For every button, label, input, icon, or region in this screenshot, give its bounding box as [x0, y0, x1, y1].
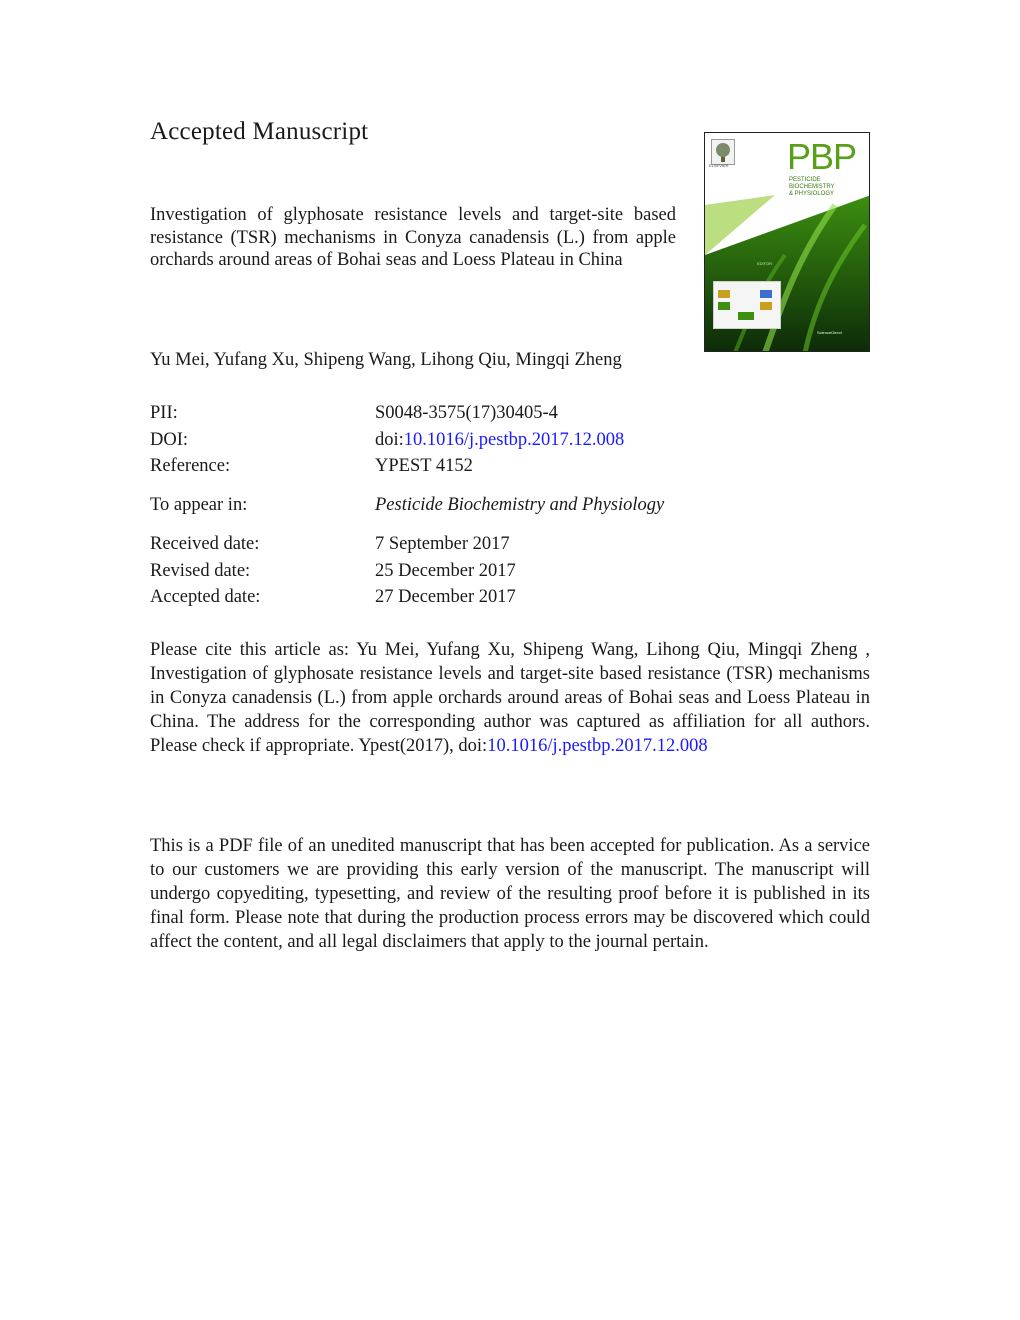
reference-label: Reference: — [150, 456, 231, 476]
citation-text: Please cite this article as: Yu Mei, Yufang Xu, Shipeng Wang, Lihong Qiu, Mingqi Zheng , Investigation of glyphosate resistance levels and target-site based resistance (TSR) mechanisms in Conyza canadensis (L.) from apple orchards around areas of Bohai seas and Loess Plateau in China. The address for the corresponding author was captured as affiliation for all authors. Please check if appropriate. Ypest(2017), doi: — [150, 640, 870, 756]
citation-doi-link[interactable]: 10.1016/j.pestbp.2017.12.008 — [487, 736, 708, 756]
elsevier-logo-icon — [711, 139, 735, 165]
cover-subtitle-3: & PHYSIOLOGY — [789, 191, 835, 197]
author-list: Yu Mei, Yufang Xu, Shipeng Wang, Lihong Qiu, Mingqi Zheng — [150, 350, 622, 370]
received-label: Received date: — [150, 534, 260, 554]
revised-date: 25 December 2017 — [375, 561, 516, 581]
pii-label: PII: — [150, 403, 178, 423]
revised-label: Revised date: — [150, 561, 251, 581]
appear-label: To appear in: — [150, 495, 248, 515]
pii-value: S0048-3575(17)30405-4 — [375, 403, 558, 423]
accepted-label: Accepted date: — [150, 587, 261, 607]
journal-name: Pesticide Biochemistry and Physiology — [375, 495, 665, 515]
cover-logo-text: ELSEVIER — [709, 163, 729, 168]
doi-prefix: doi: — [375, 430, 404, 450]
accepted-date: 27 December 2017 — [375, 587, 516, 607]
cover-figure-panel — [713, 281, 781, 329]
doi-link[interactable]: 10.1016/j.pestbp.2017.12.008 — [403, 430, 625, 450]
doi-value — [375, 430, 624, 451]
disclaimer-paragraph: This is a PDF file of an unedited manuscript that has been accepted for publication. As a service to our customers we are providing this early version of the manuscript. The manuscript will undergo copyediting, typesetting, and review of the resulting proof before it is published in its final form. Please note that during the production process errors may be discovered which could affect the content, and all legal disclaimers that apply to the journal pertain. — [150, 836, 870, 952]
cover-editor-label: EDITOR — [757, 261, 773, 266]
doi-label: DOI: — [150, 430, 189, 450]
received-date: 7 September 2017 — [375, 534, 510, 554]
journal-cover — [704, 132, 870, 352]
cover-footer-text: ScienceDirect — [817, 330, 842, 335]
citation-paragraph — [150, 638, 870, 758]
reference-value: YPEST 4152 — [375, 456, 473, 476]
cover-subtitle-2: BIOCHEMISTRY — [789, 184, 835, 190]
page-heading: Accepted Manuscript — [150, 118, 369, 145]
cover-acronym: PBP — [787, 136, 857, 177]
cover-subtitle-1: PESTICIDE — [789, 177, 821, 183]
article-title: Investigation of glyphosate resistance levels and target-site based resistance (TSR) mechanisms in Conyza canadensis (L.) from apple orchards around areas of Bohai seas and Loess Plateau in China — [150, 205, 676, 270]
